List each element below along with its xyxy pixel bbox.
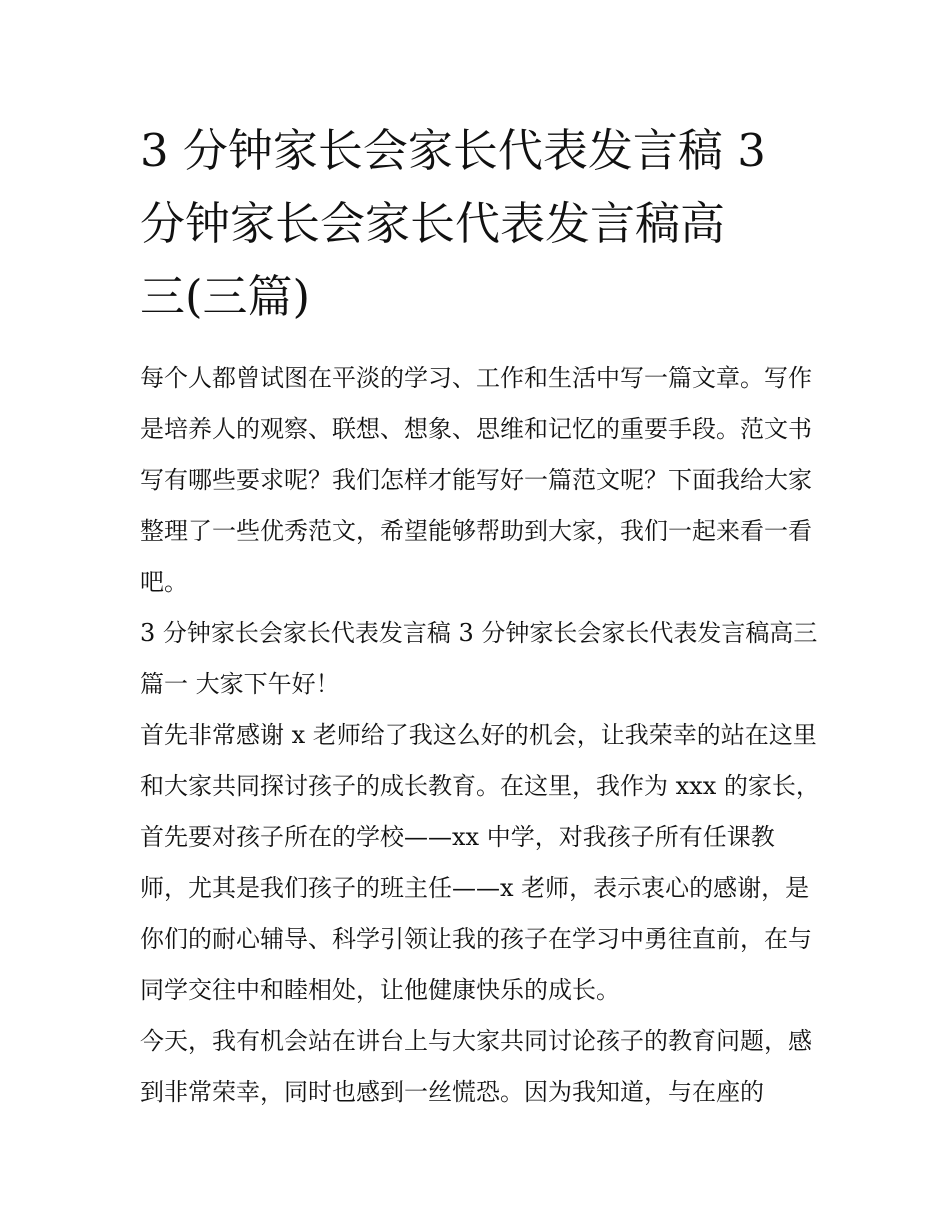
document-body [140,353,820,1118]
title-line: 分钟家长会家长代表发言稿高 [140,197,726,250]
section-heading-paragraph: 3 分钟家长会家长代表发言稿 3 分钟家长会家长代表发言稿高三篇一 大家下午好！ [140,619,818,698]
intro-paragraph: 每个人都曾试图在平淡的学习、工作和生活中写一篇文章。写作是培养人的观察、联想、想象、思维和记忆的重要手段。范文书写有哪些要求呢？我们怎样才能写好一篇范文呢？下面我给大家整理了一些优秀范文，希望能够帮助到大家，我们一起来看一看吧。 [140,364,812,596]
body-paragraph: 今天，我有机会站在讲台上与大家共同讨论孩子的教育问题，感到非常荣幸，同时也感到一丝慌恐。因为我知道，与在座的 [140,1027,812,1106]
document-title [140,114,820,333]
body-paragraph: 首先非常感谢 x 老师给了我这么好的机会，让我荣幸的站在这里和大家共同探讨孩子的成长教育。在这里，我作为 xxx 的家长，首先要对孩子所在的学校——xx 中学，对我孩子所有任课教师，尤其是我们孩子的班主任——x 老师，表示衷心的感谢，是你们的耐心辅导、科学引领让我的孩子在学习中勇往直前，在与同学交往中和睦相处，让他健康快乐的成长。 [140,721,820,1004]
title-line: 3 分钟家长会家长代表发言稿 3 [140,124,766,177]
title-line: 三(三篇) [140,270,311,323]
